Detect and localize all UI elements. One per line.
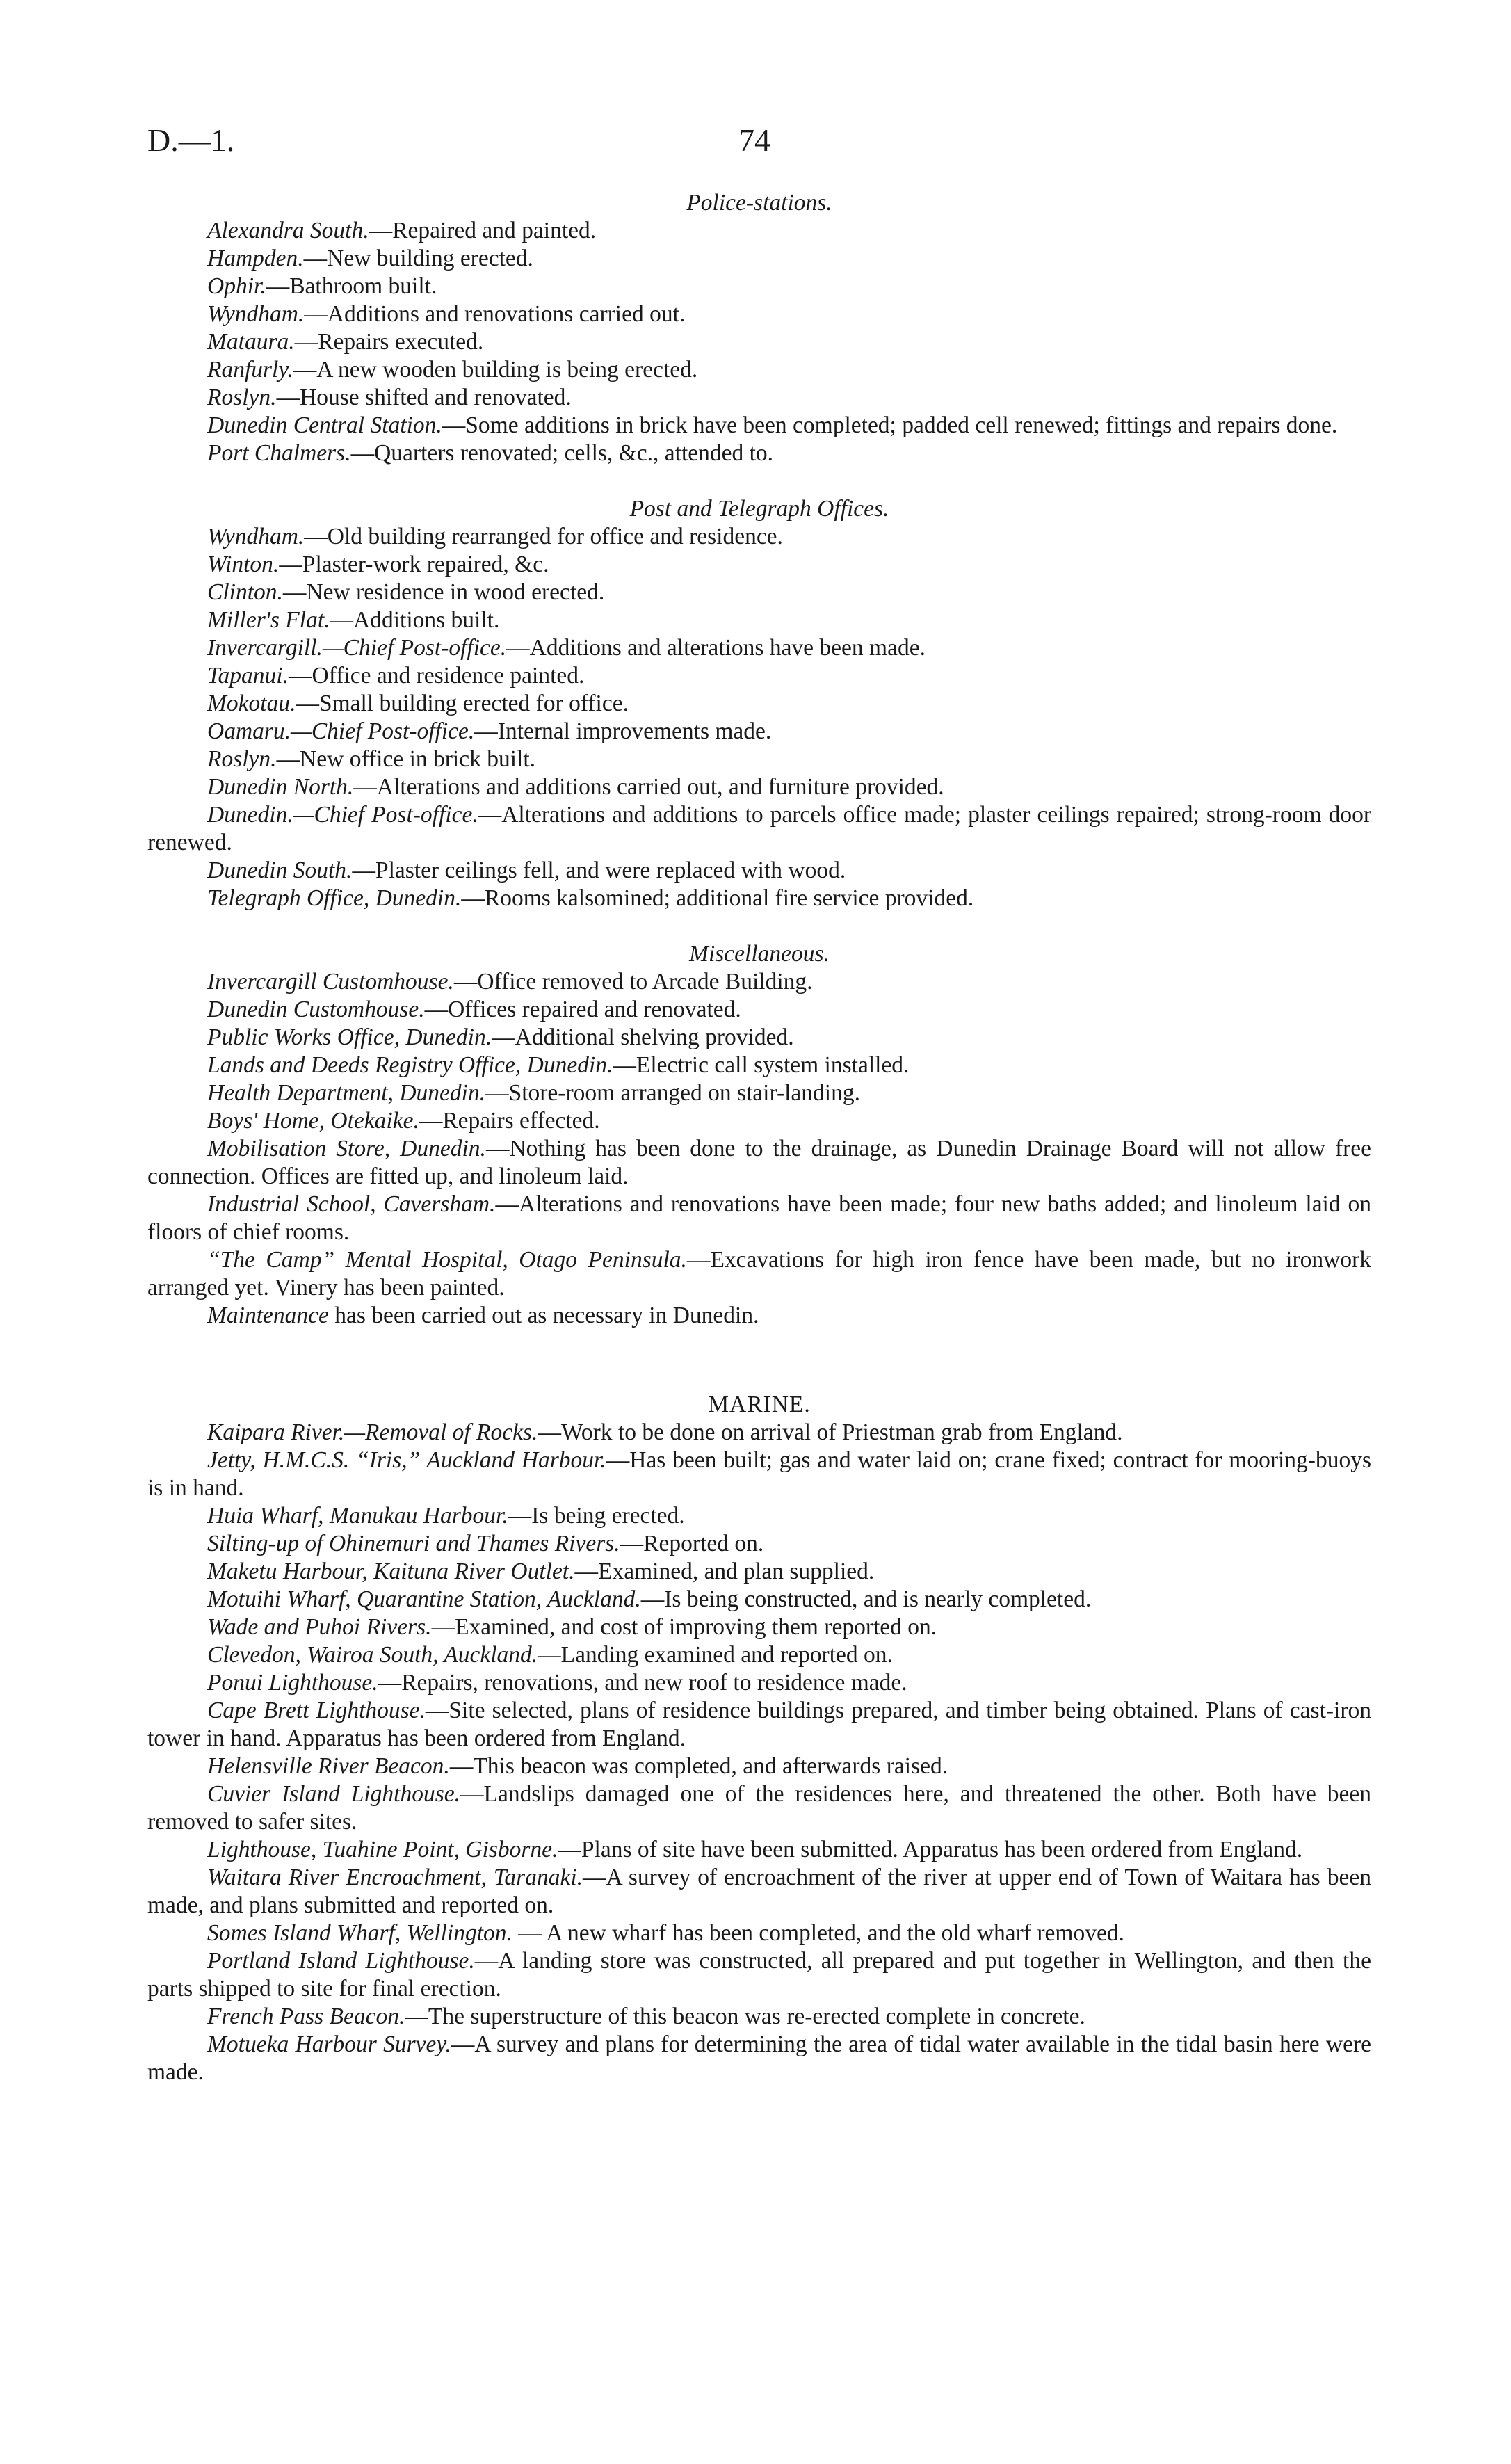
entry-name: Boys' Home, Otekaike. [207,1108,419,1134]
entry-text: —A survey and plans for determining the area of tidal water available in the tidal basin here were made. [147,2031,1371,2085]
entry-paragraph [147,217,1371,245]
entry-paragraph [147,1079,1371,1107]
entry-text: —A survey of encroachment of the river at upper end of Town of Waitara has been made, and plans submitted and reported on. [147,1865,1371,1918]
entry-text: —Examined, and cost of improving them reported on. [431,1614,937,1640]
entry-paragraph [147,1024,1371,1052]
entry-text: —New building erected. [303,245,533,271]
section-heading-post-telegraph: Post and Telegraph Offices. [629,496,889,522]
entry-paragraph [147,801,1371,857]
entry-paragraph [147,1302,1371,1330]
entry-text: —Office removed to Arcade Building. [453,969,813,995]
entry-text: —Work to be done on arrival of Priestman grab from England. [538,1419,1123,1445]
entry-name: Ponui Lighthouse. [207,1670,378,1696]
entry-paragraph [147,1864,1371,1919]
entry-paragraph [147,523,1371,551]
entry-text: —House shifted and renovated. [276,385,572,410]
entry-name: Wyndham. [207,524,305,549]
entry-name: Port Chalmers. [207,440,351,466]
entry-text: —Reported on. [620,1531,764,1556]
entry-paragraph [147,968,1371,996]
entry-text: —Additions built. [330,607,500,633]
entry-text: —Excavations for high iron fence have been made, but no ironwork arranged yet. Vinery has been painted. [147,1247,1371,1301]
entry-name: Invercargill.—Chief Post-office. [207,635,507,661]
entry-name: Roslyn. [207,385,277,410]
entry-paragraph [147,1586,1371,1613]
entry-text: —The superstructure of this beacon was re-erected complete in concrete. [405,2004,1085,2029]
entry-paragraph [147,857,1371,885]
entry-paragraph [147,634,1371,662]
entry-text: —Some additions in brick have been completed; padded cell renewed; fittings and repairs done. [442,412,1338,438]
entry-name: Cape Brett Lighthouse. [207,1698,426,1723]
document-body [147,189,1371,2086]
entry-text: —Small building erected for office. [296,691,629,716]
entry-paragraph [147,440,1371,467]
entry-paragraph [147,579,1371,606]
section-marine [147,1419,1371,2086]
entry-name: Wyndham. [207,301,305,327]
section-post-telegraph [147,523,1371,912]
entry-paragraph [147,1753,1371,1780]
entry-text: —Store-room arranged on stair-landing. [485,1080,860,1106]
entry-name: Dunedin Central Station. [207,412,442,438]
section-heading-miscellaneous: Miscellaneous. [689,941,830,967]
entry-text: has been carried out as necessary in Dunedin. [328,1303,759,1328]
entry-name: Roslyn. [207,746,277,772]
entry-name: Winton. [207,551,280,577]
entry-name: Jetty, H.M.C.S. “Iris,” Auckland Harbour. [207,1447,606,1473]
entry-paragraph [147,245,1371,273]
entry-text: —Rooms kalsomined; additional fire service provided. [461,885,974,911]
entry-name: Industrial School, Caversham. [207,1191,496,1217]
entry-paragraph [147,746,1371,773]
entry-text: —Offices repaired and renovated. [424,997,741,1022]
entry-name: Kaipara River.—Removal of Rocks. [207,1419,538,1445]
entry-name: Ophir. [207,273,266,299]
entry-name: Miller's Flat. [207,607,330,633]
entry-paragraph [147,2031,1371,2086]
entry-text: —Additional shelving provided. [492,1024,794,1050]
entry-text: —Additions and renovations carried out. [304,301,686,327]
entry-paragraph [147,384,1371,412]
entry-paragraph [147,1107,1371,1135]
entry-name: Telegraph Office, Dunedin. [207,885,462,911]
entry-name: Tapanui. [207,663,289,689]
entry-paragraph [147,1780,1371,1836]
entry-name: Cuvier Island Lighthouse. [207,1781,461,1807]
entry-text: —Is being erected. [508,1503,685,1529]
entry-paragraph [147,996,1371,1024]
entry-text: —Landing examined and reported on. [538,1642,893,1668]
entry-text: —New office in brick built. [276,746,536,772]
entry-name: Clevedon, Wairoa South, Auckland. [207,1642,538,1668]
entry-text: —Plaster-work repaired, &c. [279,551,549,577]
entry-name: Waitara River Encroachment, Taranaki. [207,1865,583,1890]
entry-name: Wade and Puhoi Rivers. [207,1614,432,1640]
entry-text: —Site selected, plans of residence buildings prepared, and timber being obtained. Plans of cast-iron tower in hand. Apparatus has been ordered from England. [147,1698,1371,1751]
entry-text: —Landslips damaged one of the residences here, and threatened the other. Both have been removed to safer sites. [147,1781,1371,1835]
entry-name: French Pass Beacon. [207,2004,405,2029]
entry-text: —Additions and alterations have been made. [506,635,926,661]
entry-paragraph [147,1419,1371,1447]
entry-name: Clinton. [207,579,283,605]
entry-name: Portland Island Lighthouse. [207,1948,475,1974]
entry-text: —Plaster ceilings fell, and were replaced with wood. [352,857,846,883]
entry-text: —A new wooden building is being erected. [293,357,698,383]
entry-name: Health Department, Dunedin. [207,1080,486,1106]
entry-name: Huia Wharf, Manukau Harbour. [207,1503,508,1529]
entry-paragraph [147,1836,1371,1864]
entry-paragraph [147,551,1371,579]
entry-name: Maketu Harbour, Kaituna River Outlet. [207,1559,575,1584]
entry-paragraph [147,412,1371,440]
entry-text: —Is being constructed, and is nearly completed. [640,1586,1092,1612]
entry-text: —This beacon was completed, and afterwards raised. [449,1753,948,1779]
entry-name: Dunedin.—Chief Post-office. [207,802,478,828]
entry-text: —Alterations and additions carried out, and furniture provided. [353,774,944,800]
entry-name: Dunedin South. [207,857,353,883]
entry-name: Motueka Harbour Survey. [207,2031,451,2057]
entry-text: —New residence in wood erected. [282,579,605,605]
entry-name: Ranfurly. [207,357,293,383]
entry-name: Dunedin Customhouse. [207,997,425,1022]
entry-text: —Bathroom built. [266,273,437,299]
entry-paragraph [147,273,1371,300]
entry-text: —Repaired and painted. [369,218,597,243]
entry-text: —Old building rearranged for office and residence. [304,524,783,549]
section-heading-marine: MARINE. [708,1392,811,1417]
entry-text: —Internal improvements made. [474,718,772,744]
entry-name: “The Camp” Mental Hospital, Otago Peninsula. [207,1247,687,1273]
entry-text: —Nothing has been done to the drainage, as Dunedin Drainage Board will not allow free connection. Offices are fitted up, and linoleum laid. [147,1136,1371,1189]
entry-name: Invercargill Customhouse. [207,969,454,995]
entry-paragraph [147,1246,1371,1302]
entry-paragraph [147,718,1371,746]
entry-name: Lighthouse, Tuahine Point, Gisborne. [207,1837,558,1862]
entry-paragraph [147,1135,1371,1191]
entry-text: — A new wharf has been completed, and the old wharf removed. [512,1920,1124,1946]
entry-name: Dunedin North. [207,774,354,800]
entry-text: —Repairs effected. [419,1108,600,1134]
entry-paragraph [147,885,1371,912]
entry-text: —Has been built; gas and water laid on; crane fixed; contract for mooring-buoys is in hand. [147,1447,1371,1501]
entry-paragraph [147,1613,1371,1641]
page-number: 74 [738,122,770,158]
entry-name: Mataura. [207,329,295,355]
entry-name: Motuihi Wharf, Quarantine Station, Auckland. [207,1586,641,1612]
section-heading-police-stations: Police-stations. [686,190,832,216]
section-miscellaneous [147,968,1371,1330]
entry-name: Public Works Office, Dunedin. [207,1024,492,1050]
entry-paragraph [147,662,1371,690]
entry-paragraph [147,1641,1371,1669]
entry-paragraph [147,1669,1371,1697]
entry-paragraph [147,1502,1371,1530]
entry-text: —Quarters renovated; cells, &c., attended to. [350,440,774,466]
entry-name: Lands and Deeds Registry Office, Dunedin. [207,1052,613,1078]
entry-name: Silting-up of Ohinemuri and Thames Rivers. [207,1531,620,1556]
entry-paragraph [147,773,1371,801]
entry-text: —Examined, and plan supplied. [574,1559,875,1584]
entry-name: Helensville River Beacon. [207,1753,450,1779]
entry-paragraph [147,1697,1371,1753]
entry-paragraph [147,1191,1371,1246]
entry-paragraph [147,328,1371,356]
entry-text: —Alterations and renovations have been made; four new baths added; and linoleum laid on floors of chief rooms. [147,1191,1371,1245]
entry-name: Oamaru.—Chief Post-office. [207,718,475,744]
entry-paragraph [147,2003,1371,2031]
entry-paragraph [147,1947,1371,2003]
entry-text: —Plans of site have been submitted. Apparatus has been ordered from England. [558,1837,1303,1862]
entry-text: —Electric call system installed. [613,1052,910,1078]
entry-text: —Alterations and additions to parcels office made; plaster ceilings repaired; strong-room door renewed. [147,802,1372,855]
entry-paragraph [147,606,1371,634]
entry-name: Alexandra South. [207,218,369,243]
entry-name: Maintenance [207,1303,329,1328]
entry-text: —A landing store was constructed, all prepared and put together in Wellington, and then the parts shipped to site for final erection. [147,1948,1371,2002]
entry-paragraph [147,690,1371,718]
entry-paragraph [147,356,1371,384]
entry-name: Hampden. [207,245,304,271]
entry-name: Somes Island Wharf, Wellington. [207,1920,512,1946]
page-header [147,122,1364,163]
entry-name: Mobilisation Store, Dunedin. [207,1136,486,1161]
entry-text: —Office and residence painted. [289,663,585,689]
entry-paragraph [147,1558,1371,1586]
entry-name: Mokotau. [207,691,296,716]
entry-paragraph [147,1530,1371,1558]
entry-text: —Repairs, renovations, and new roof to residence made. [378,1670,907,1696]
entry-paragraph [147,1052,1371,1079]
entry-text: —Repairs executed. [294,329,484,355]
entry-paragraph [147,1919,1371,1947]
entry-paragraph [147,300,1371,328]
entry-paragraph [147,1447,1371,1502]
section-police-stations [147,217,1371,467]
document-reference: D.—1. [147,122,235,158]
